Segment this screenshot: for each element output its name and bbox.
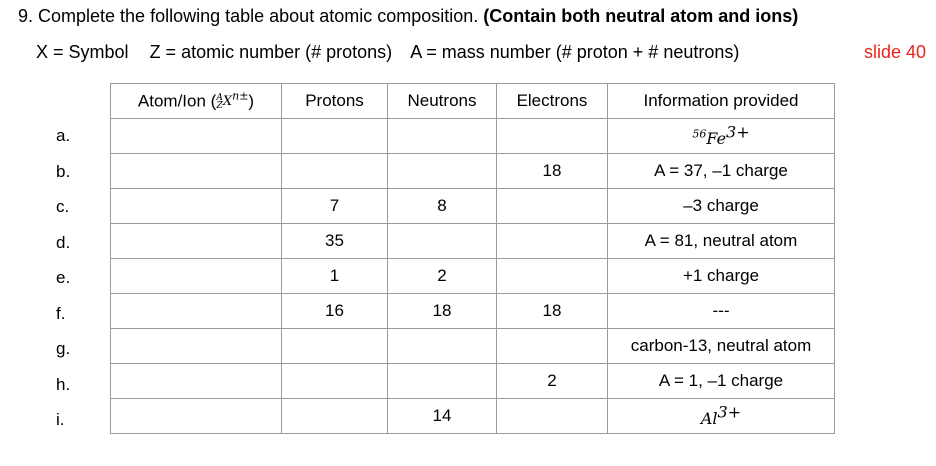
cell-protons[interactable]: [282, 154, 388, 189]
table-row: [111, 259, 835, 294]
atomic-composition-table: [110, 83, 835, 434]
info-mass-prefix: 56: [692, 127, 707, 141]
table-row: [111, 119, 835, 154]
cell-neutrons[interactable]: 8: [388, 189, 497, 224]
cell-protons[interactable]: 16: [282, 294, 388, 329]
row-label: a.: [56, 126, 71, 145]
cell-neutrons[interactable]: [388, 154, 497, 189]
cell-info: [608, 119, 835, 154]
cell-neutrons[interactable]: 2: [388, 259, 497, 294]
table-row: [111, 364, 835, 399]
cell-atom[interactable]: [111, 259, 282, 294]
cell-protons[interactable]: 35: [282, 224, 388, 259]
definitions-line: [36, 42, 926, 63]
table-row: [111, 224, 835, 259]
question-title-text: 9. Complete the following table about atomic composition.: [18, 6, 479, 26]
cell-atom[interactable]: [111, 154, 282, 189]
cell-atom[interactable]: [111, 294, 282, 329]
question-title: [18, 6, 798, 27]
row-label: h.: [56, 374, 71, 394]
cell-electrons[interactable]: [497, 224, 608, 259]
cell-info: –3 charge: [608, 189, 835, 224]
cell-protons[interactable]: [282, 399, 388, 434]
cell-info: A = 81, neutral atom: [608, 224, 835, 259]
cell-electrons[interactable]: 18: [497, 154, 608, 189]
slide-reference: slide 40: [863, 42, 926, 62]
cell-electrons[interactable]: 18: [497, 294, 608, 329]
cell-atom[interactable]: [111, 399, 282, 434]
table-row: [111, 329, 835, 364]
cell-neutrons[interactable]: [388, 364, 497, 399]
cell-protons[interactable]: [282, 364, 388, 399]
cell-info: [608, 399, 835, 434]
cell-electrons[interactable]: 2: [497, 364, 608, 399]
info-charge: 3+: [717, 402, 742, 422]
row-label: g.: [56, 339, 71, 358]
cell-neutrons[interactable]: 18: [388, 294, 497, 329]
cell-info: carbon-13, neutral atom: [608, 329, 835, 364]
cell-info: ---: [608, 294, 835, 329]
cell-electrons[interactable]: [497, 189, 608, 224]
row-label: f.: [56, 303, 66, 323]
row-label: d.: [56, 232, 71, 252]
question-title-bold: (Contain both neutral atom and ions): [483, 6, 799, 26]
info-symbol: Fe: [706, 129, 727, 149]
cell-electrons[interactable]: [497, 329, 608, 364]
cell-protons[interactable]: [282, 119, 388, 154]
cell-info: A = 37, –1 charge: [608, 154, 835, 189]
cell-electrons[interactable]: [497, 399, 608, 434]
info-symbol: Al: [700, 409, 718, 429]
table-header-row: [111, 84, 835, 119]
cell-protons[interactable]: 1: [282, 259, 388, 294]
info-charge: 3+: [726, 122, 750, 142]
header-protons: Protons: [282, 84, 388, 119]
table-row: [111, 189, 835, 224]
cell-neutrons[interactable]: [388, 119, 497, 154]
row-label: c.: [56, 197, 70, 216]
cell-atom[interactable]: [111, 224, 282, 259]
cell-atom[interactable]: [111, 189, 282, 224]
nuclide-notation: A Z $X^{n\pm}$: [216, 89, 249, 111]
row-label: e.: [56, 268, 71, 287]
def-mass-number: A = mass number (# proton + # neutrons): [410, 42, 740, 62]
cell-electrons[interactable]: [497, 259, 608, 294]
row-label: b.: [56, 161, 71, 181]
table-row: [111, 154, 835, 189]
cell-atom[interactable]: [111, 364, 282, 399]
cell-neutrons[interactable]: [388, 329, 497, 364]
cell-neutrons[interactable]: 14: [388, 399, 497, 434]
cell-atom[interactable]: [111, 329, 282, 364]
table-row: [111, 294, 835, 329]
cell-protons[interactable]: 7: [282, 189, 388, 224]
cell-info: +1 charge: [608, 259, 835, 294]
header-atom-ion: Atom/Ion ( A Z $X^{n\pm}$): [111, 84, 282, 119]
def-symbol: X = Symbol: [36, 42, 129, 62]
cell-protons[interactable]: [282, 329, 388, 364]
cell-info: A = 1, –1 charge: [608, 364, 835, 399]
cell-atom[interactable]: [111, 119, 282, 154]
table-row: [111, 399, 835, 434]
header-electrons: Electrons: [497, 84, 608, 119]
cell-neutrons[interactable]: [388, 224, 497, 259]
def-atomic-number: Z = atomic number (# protons): [149, 42, 393, 62]
row-labels: [56, 118, 70, 438]
row-label: i.: [56, 410, 65, 429]
cell-electrons[interactable]: [497, 119, 608, 154]
header-info: Information provided: [608, 84, 835, 119]
header-neutrons: Neutrons: [388, 84, 497, 119]
